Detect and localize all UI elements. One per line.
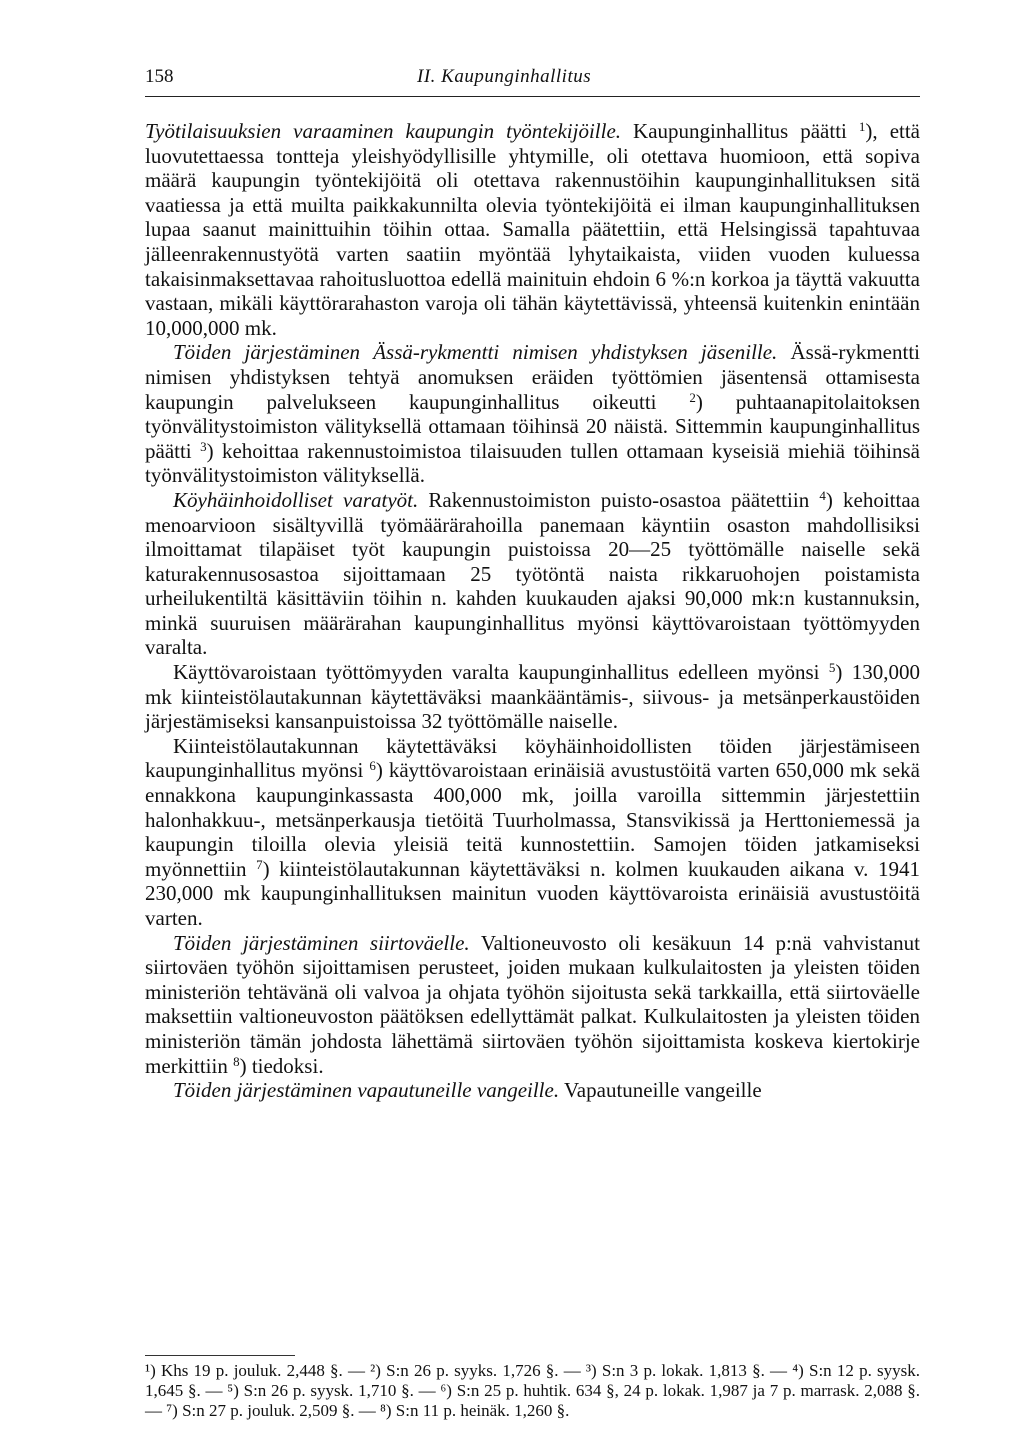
- section-heading: Töiden järjestäminen Ässä-rykmentti nimisen yhdistyksen jäsenille.: [173, 340, 778, 365]
- footnote-ref: 1: [858, 119, 866, 134]
- text-run: Rakennustoimiston puisto-osastoa päätettiin: [418, 487, 820, 512]
- paragraph: [145, 340, 920, 488]
- text-run: Käyttövaroistaan työttömyyden varalta kaupunginhallitus edelleen myönsi: [173, 660, 829, 685]
- paragraph: [145, 660, 920, 734]
- section-heading: Köyhäinhoidolliset varatyöt.: [173, 487, 419, 512]
- text-run: Valtioneuvosto oli kesäkuun 14 p:nä vahvistanut siirtoväen työhön sijoittamisen perusteet, joiden mukaan kulkulaitosten ja yleisten töiden ministeriön tehtävänä oli valvoa ja ohjata työhön sijoitusta sekä tarkkailla, että siirtoväelle maksettiin valtioneuvoston päätöksen edellyttämät palkat. Kulkulaitosten ja yleisten töiden ministeriön tämän johdosta lähettämä siirtoväen työhön sijoittamista koskeva kiertokirje merkittiin: [145, 930, 920, 1078]
- footnote-ref: 6: [369, 758, 376, 774]
- text-run: Ässä-rykmentti nimisen yhdistyksen tehtyä anomuksen eräiden työttömien jäsentensä ottamisesta kaupungin palvelukseen kaupunginhallitus oikeutti: [145, 340, 920, 414]
- footnote-ref: 7: [256, 856, 263, 872]
- footnote-ref: 3: [200, 438, 207, 454]
- text-run: ) puhtaanapitolaitoksen työnvälitystoimiston välityksellä ottamaan töihinsä 20 näistä. Sittemmin kaupunginhallitus päätti: [145, 389, 920, 463]
- text-run: ) kiinteistölautakunnan käytettäväksi n. kolmen kuukauden aikana v. 1941 230,000 mk kaupunginhallituksen mainitun vuoden käyttövaroista erinäisiä avustustöitä varten.: [145, 856, 920, 930]
- section-heading: Töiden järjestäminen vapautuneille vangeille.: [173, 1078, 560, 1103]
- page-header: [145, 66, 920, 97]
- footnote-divider: [145, 1355, 295, 1356]
- section-heading: Töiden järjestäminen siirtoväelle.: [173, 930, 470, 955]
- text-run: Kaupunginhallitus päätti: [621, 119, 859, 143]
- footnote-ref: 2: [689, 389, 696, 405]
- paragraph: [145, 734, 920, 931]
- footnotes: ¹) Khs 19 p. jouluk. 2,448 §. — ²) S:n 26 p. syyks. 1,726 §. — ³) S:n 3 p. lokak. 1,813 §. — ⁴) S:n 12 p. syysk. 1,645 §. — ⁵) S:n 26 p. syysk. 1,710 §. — ⁶) S:n 25 p. huhtik. 634 §, 24 p. lokak. 1,987 ja 7 p. marrask. 2,088 §. — ⁷) S:n 27 p. jouluk. 2,509 §. — ⁸) S:n 11 p. heinäk. 1,260 §.: [145, 1361, 920, 1420]
- section-heading: Työtilaisuuksien varaaminen kaupungin työntekijöille.: [145, 119, 622, 143]
- text-run: ) käyttövaroistaan erinäisiä avustustöitä varten 650,000 mk sekä ennakkona kaupunginkassasta 400,000 mk, joilla varoilla sittemmin järjestettiin halonhakkuu-, metsänperkausja tietöitä Tuurholmassa, Stansvikissä ja Herttoniemessä ja kaupungin tiloilla olevia yleisiä teitä kunnostettiin. Samojen töiden jatkamiseksi myönnettiin: [145, 758, 920, 881]
- body-text: [145, 119, 920, 1103]
- footnote-ref: 4: [819, 487, 826, 503]
- text-run: ) kehoittaa rakennustoimistoa tilaisuuden tullen ottamaan kyseisiä miehiä töihinsä työnvälitystoimiston välityksellä.: [145, 438, 920, 488]
- running-title: II. Kaupunginhallitus: [417, 66, 592, 87]
- text-run: ) kehoittaa menoarvioon sisältyvillä työmäärärahoilla panemaan käyntiin osaston mahdollisiksi ilmoittamat tilapäiset työt kaupungin puistoissa 20—25 työttömälle naiselle sekä katurakennusosastoa sijoittamaan 25 työtöntä naista rikkaruohojen poistamista urheilukentiltä käsittäviin töihin n. kahden kuukauden ajaksi 90,000 mk:n kustannuksin, minkä suuruisen määrärahan kaupunginhallitus myönsi käyttövaroistaan työttömyyden varalta.: [145, 487, 920, 660]
- footnote-ref: 8: [233, 1053, 240, 1069]
- text-run: ) tiedoksi.: [239, 1053, 324, 1078]
- footnote-ref: 5: [828, 660, 836, 676]
- text-run: ), että luovutettaessa tontteja yleishyödyllisille yhtymille, oli otettava huomioon, että sopiva määrä kaupungin työntekijöitä oli otettava rakennustöihin kaupunginhallituksen sitä vaatiessa ja että muilta paikkakunnilta olevia työntekijöitä ei ilman kaupunginhallituksen lupaa saanut mainittuihin töihin ottaa. Samalla päätettiin, että Helsingissä tapahtuvaa jälleenrakennustyötä varten saatiin myöntää lyhytaikaista, viiden vuoden kuluessa takaisinmaksettavaa rahoitusluottoa edellä mainituin ehdoin 6 %:n korkoa ja täyttä vakuutta vastaan, mikäli käyttörarahaston varoja oli tähän käytettävissä, yhteensä kuitenkin enintään 10,000,000 mk.: [145, 119, 921, 340]
- text-run: Kiinteistölautakunnan käytettäväksi köyhäinhoidollisten töiden järjestämiseen kaupunginhallitus myönsi: [145, 733, 920, 783]
- page-number: 158: [145, 66, 174, 87]
- paragraph: [145, 1078, 920, 1103]
- text-run: Vapautuneille vangeille: [559, 1078, 762, 1103]
- text-run: ) 130,000 mk kiinteistölautakunnan käytettäväksi maankääntämis-, siivous- ja metsänperkaustöiden järjestämiseksi kansanpuistoissa 32 työttömälle naiselle.: [145, 660, 920, 734]
- paragraph: [145, 119, 920, 340]
- paragraph: [145, 931, 920, 1079]
- paragraph: [145, 488, 920, 660]
